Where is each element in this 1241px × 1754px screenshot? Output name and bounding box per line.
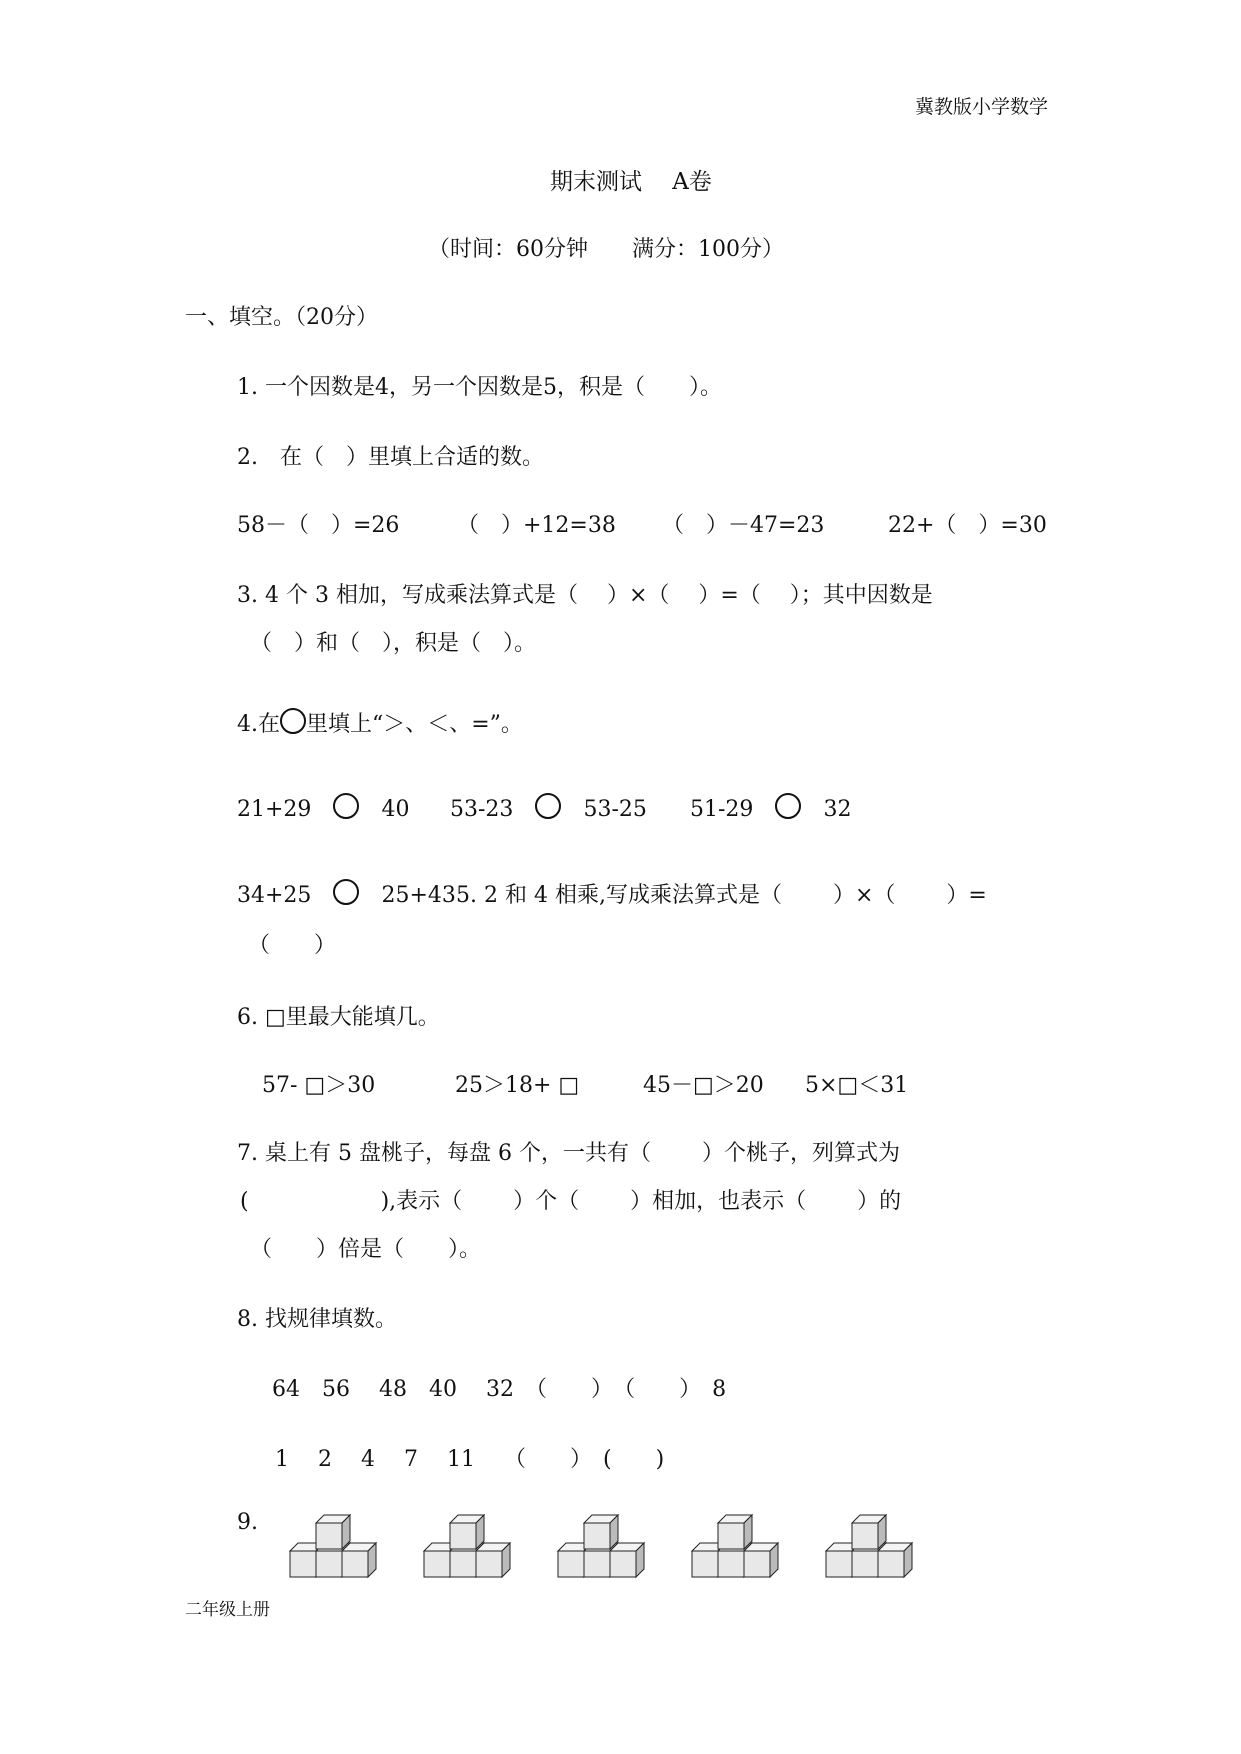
q4-item: 51-29 32 [690,792,851,823]
q4-text: 里填上“＞、＜、=”。 [306,712,523,737]
circle-icon [280,708,306,734]
q6-item: 45－□＞20 [643,1073,764,1098]
footer: 二年级上册 [185,1600,270,1620]
question-8: 8. 找规律填数。 [237,1307,397,1332]
q4-text: 4.在 [237,712,280,737]
q2-item: 22+（ ）=30 [888,513,1047,538]
cube-figure [824,1505,924,1591]
page-title: 期末测试 A卷 [550,169,712,195]
question-4 [237,707,523,738]
q2-item: 58－（ ）=26 [237,513,400,538]
question-2: 2. 在（ ）里填上合适的数。 [237,445,544,470]
cube-figure [690,1505,790,1591]
circle-icon [775,793,801,819]
cube-figure [422,1505,522,1591]
circle-icon [535,793,561,819]
question-7-cont: （ ）倍是（ ）。 [250,1237,482,1262]
question-3: 3. 4 个 3 相加，写成乘法算式是（ ）×（ ）=（ ）；其中因数是 [237,583,933,608]
q6-item: 57- □＞30 [262,1073,376,1098]
q4-item: 53-23 53-25 [450,792,647,823]
subtitle: （时间：60分钟 满分：100分） [428,237,784,262]
q2-item: （ ）+12=38 [457,513,616,538]
section-heading: 一、填空。（20分） [185,305,378,330]
cube-figure [556,1505,656,1591]
q4-item: 34+25 25+43 [237,878,456,909]
circle-icon [333,793,359,819]
q4-item: 21+29 40 [237,792,409,823]
question-9: 9. [237,1510,258,1535]
circle-icon [333,879,359,905]
question-7: 7. 桌上有 5 盘桃子，每盘 6 个，一共有（ ）个桃子，列算式为 [237,1141,900,1166]
question-7-cont: ( ),表示（ ）个（ ）相加，也表示（ ）的 [240,1189,902,1214]
question-3-cont: （ ）和（ ），积是（ ）。 [250,631,537,656]
q6-item: 5×□＜31 [805,1073,909,1098]
q8-sequence-1: 64 56 48 40 32 （ ） （ ） 8 [272,1377,727,1402]
q8-sequence-2: 1 2 4 7 11 （ ） ( ) [275,1447,665,1472]
question-6: 6. □里最大能填几。 [237,1005,440,1030]
question-5-cont: （ ） [248,933,337,958]
q2-item: （ ）－47=23 [662,513,825,538]
question-5: 5. 2 和 4 相乘,写成乘法算式是（ ）×（ ）= [456,883,987,908]
cube-figure [288,1505,388,1591]
q6-item: 25＞18+ □ [455,1073,580,1098]
publisher-header: 冀教版小学数学 [915,96,1049,118]
question-1: 1. 一个因数是4，另一个因数是5，积是（ ）。 [237,375,722,400]
